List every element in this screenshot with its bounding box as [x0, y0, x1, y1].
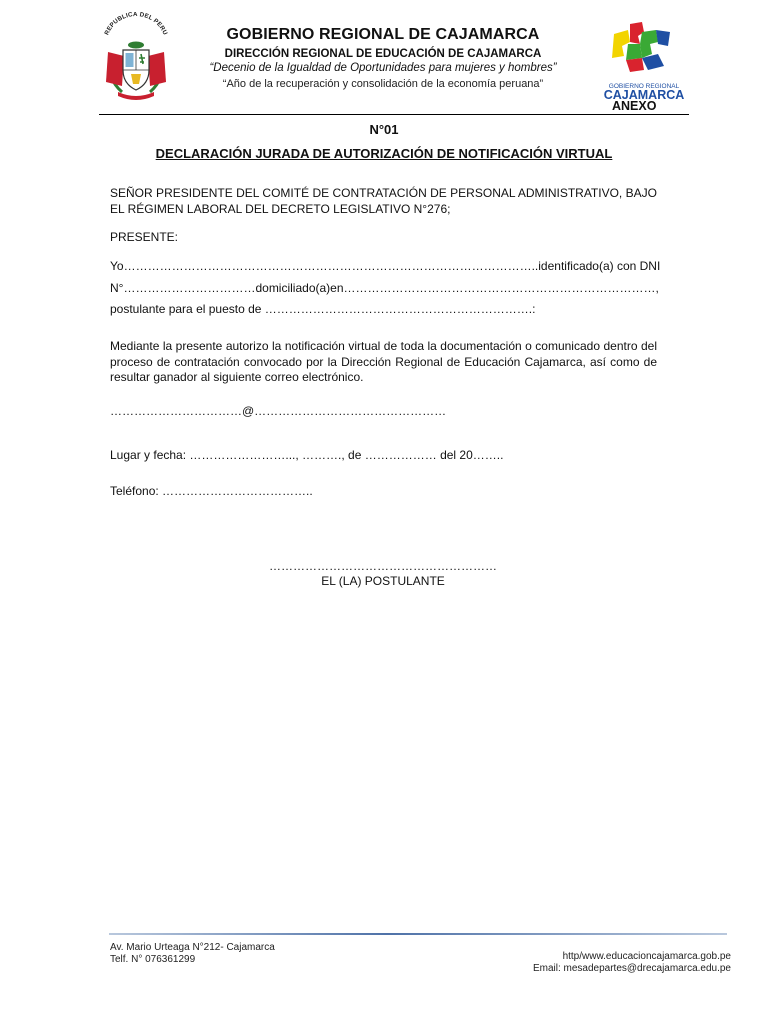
- document-number: N°01: [369, 122, 399, 137]
- institution-subtitle: DIRECCIÓN REGIONAL DE EDUCACIÓN DE CAJAMARCA: [224, 48, 542, 60]
- place-date-line: Lugar y fecha: ……………………..., ………., de ……………… del 20……..: [110, 448, 504, 462]
- phone-line: Teléfono: ………………………………..: [110, 484, 313, 498]
- year-name: “Año de la recuperación y consolidación de la economía peruana”: [222, 78, 544, 90]
- logo-big-text: CAJAMARCA: [603, 88, 685, 100]
- gobierno-regional-cajamarca-logo: [592, 18, 696, 100]
- footer-address: Av. Mario Urteaga N°212- Cajamarca: [110, 942, 275, 953]
- position-line: postulante para el puesto de ………………………………………………………….:: [110, 302, 536, 316]
- header-divider: [99, 114, 689, 115]
- document-title: DECLARACIÓN JURADA DE AUTORIZACIÓN DE NOTIFICACIÓN VIRTUAL: [155, 146, 613, 161]
- consent-paragraph: Mediante la presente autorizo la notificación virtual de toda la documentación o comunicado dentro del proceso de contratación convocado por la Dirección Regional de Educación Cajamarca, así como de resultar ganador al siguiente correo electrónico.: [110, 339, 657, 384]
- footer-contact: [110, 942, 275, 965]
- footer-web: [420, 951, 731, 974]
- declarant-name-line: [110, 259, 661, 274]
- peru-coat-of-arms-emblem: [96, 12, 176, 104]
- footer-website-link[interactable]: http/www.educacioncajamarca.gob.pe: [562, 951, 731, 962]
- greeting: PRESENTE:: [110, 230, 179, 244]
- footer-divider: [109, 933, 727, 935]
- addressee-paragraph: SEÑOR PRESIDENTE DEL COMITÉ DE CONTRATACIÓN DE PERSONAL ADMINISTRATIVO, BAJO EL RÉGIMEN LABORAL DEL DECRETO LEGISLATIVO N°276;: [110, 186, 657, 216]
- emblem-arc-text: REPUBLICA DEL PERU: [103, 12, 169, 37]
- footer-phone: Telf. N° 076361299: [110, 953, 196, 965]
- yo-label: Yo: [110, 259, 124, 273]
- footer-email-link[interactable]: Email: mesadepartes@drecajamarca.edu.pe: [532, 962, 731, 974]
- name-fill-dots: …………………………………………………………………………………………..: [123, 259, 539, 273]
- email-fill-line: ……………………………@…………………………………………: [110, 404, 447, 418]
- institution-title: GOBIERNO REGIONAL DE CAJAMARCA: [226, 26, 540, 43]
- logo-small-text: GOBIERNO REGIONAL: [608, 83, 680, 90]
- decade-motto: “Decenio de la Igualdad de Oportunidades para mujeres y hombres”: [209, 62, 557, 74]
- svg-text:REPUBLICA DEL PERU: [103, 12, 168, 37]
- signature-label: EL (LA) POSTULANTE: [321, 574, 445, 588]
- dni-address-line: N°……………………………domiciliado(a)en……………………………………………………………………,: [110, 281, 659, 295]
- dni-label: identificado(a) con DNI: [538, 259, 661, 273]
- signature-line: …………………………………………………: [269, 559, 497, 573]
- annex-label: ANEXO: [612, 99, 657, 113]
